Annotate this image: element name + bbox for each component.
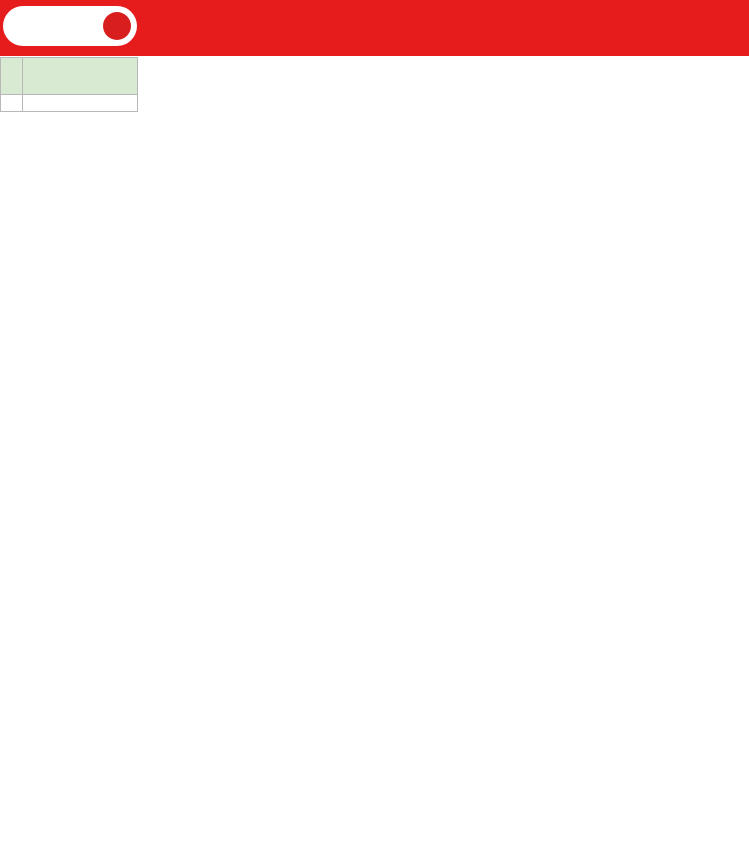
top-picks-row: [1, 95, 749, 112]
page-title: [140, 0, 749, 56]
peta-logo[interactable]: [3, 6, 137, 46]
top-row-label: [23, 95, 138, 112]
header-banner: [0, 0, 749, 56]
header-row: [1, 58, 749, 95]
col-stt: [1, 58, 23, 95]
ball-icon: [103, 12, 131, 40]
top-row-marker: [1, 95, 23, 112]
col-member: [23, 58, 138, 95]
standings-table: [0, 57, 749, 112]
